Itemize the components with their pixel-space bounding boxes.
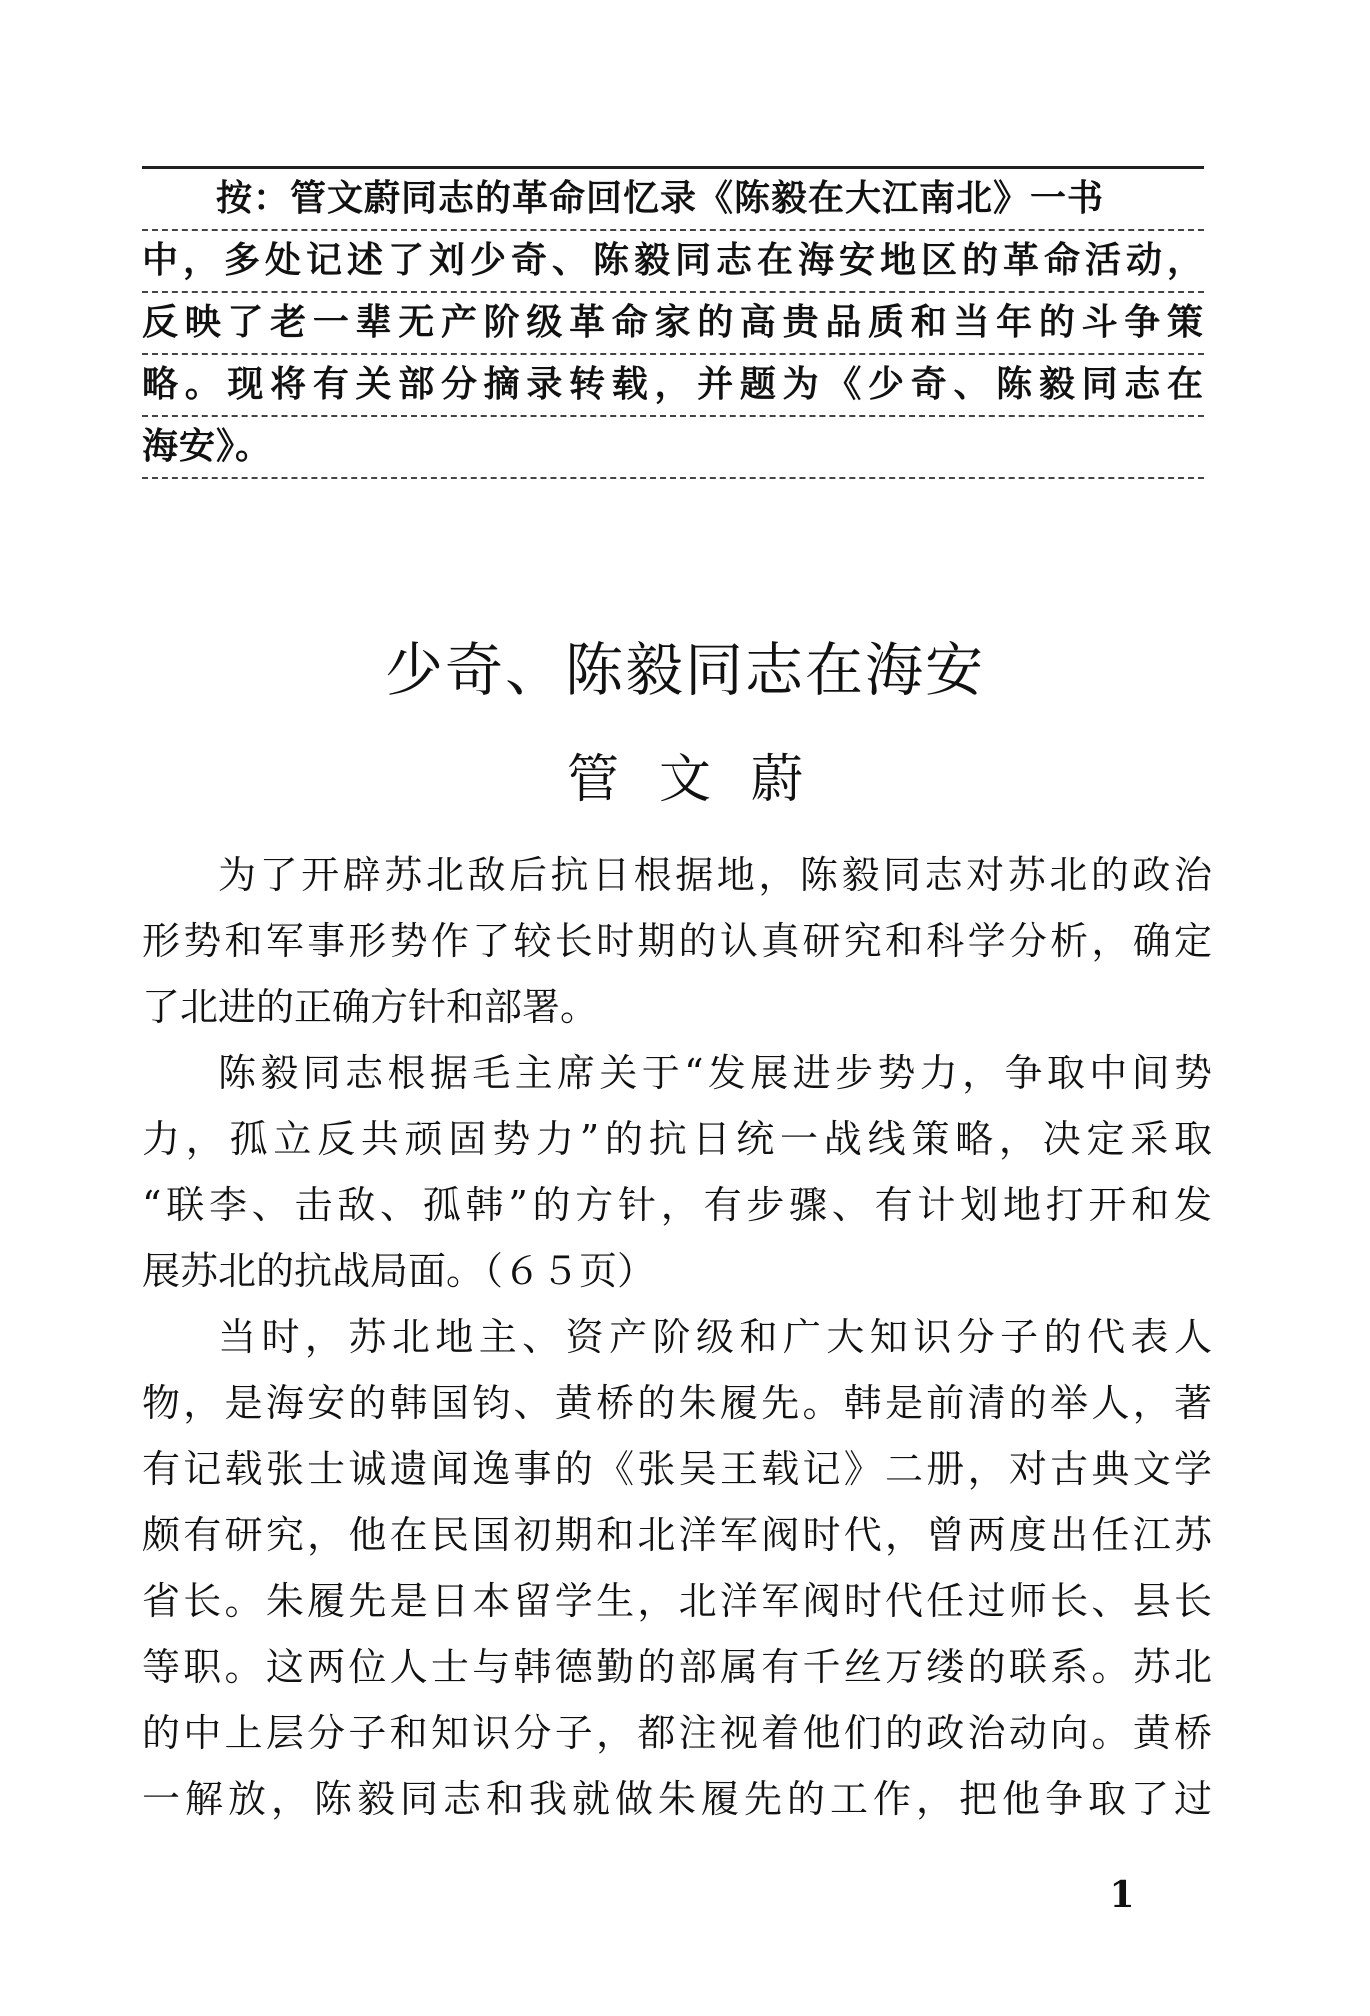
note-line: 反映了老一辈无产阶级革命家的高贵品质和当年的斗争策 bbox=[142, 302, 1204, 343]
note-line: 按：管文蔚同志的革命回忆录《陈毅在大江南北》一书 bbox=[216, 178, 1105, 219]
page-number: 1 bbox=[1109, 1874, 1135, 1916]
body-line: 省长。朱履先是日本留学生，北洋军阀时代任过师长、县长 bbox=[142, 1579, 1212, 1623]
body-line: 等职。这两位人士与韩德勤的部属有千丝万缕的联系。苏北 bbox=[142, 1645, 1212, 1689]
note-line: 海安》。 bbox=[142, 426, 273, 467]
body-line: 颇有研究，他在民国初期和北洋军阀时代，曾两度出任江苏 bbox=[142, 1513, 1212, 1557]
body-line: 为了开辟苏北敌后抗日根据地，陈毅同志对苏北的政治 bbox=[218, 853, 1212, 897]
body-line: 的中上层分子和知识分子，都注视着他们的政治动向。黄桥 bbox=[142, 1711, 1212, 1755]
note-line: 略。现将有关部分摘录转载，并题为《少奇、陈毅同志在 bbox=[142, 364, 1204, 405]
body-line: 陈毅同志根据毛主席关于“发展进步势力，争取中间势 bbox=[218, 1051, 1212, 1095]
body-line: “联李、击敌、孤韩”的方针，有步骤、有计划地打开和发 bbox=[142, 1183, 1212, 1227]
body-line: 形势和军事形势作了较长时期的认真研究和科学分析，确定 bbox=[142, 919, 1212, 963]
note-bottom-rule bbox=[142, 477, 1204, 479]
article-author: 管文蔚 bbox=[566, 750, 843, 810]
article-title: 少奇、陈毅同志在海安 bbox=[384, 636, 985, 704]
body-line: 有记载张士诚遗闻逸事的《张吴王载记》二册，对古典文学 bbox=[142, 1447, 1212, 1491]
body-line: 展苏北的抗战局面。（６５页） bbox=[142, 1249, 656, 1293]
article-body bbox=[142, 842, 1212, 1832]
body-line: 一解放，陈毅同志和我就做朱履先的工作，把他争取了过 bbox=[142, 1777, 1212, 1821]
body-line: 力，孤立反共顽固势力”的抗日统一战线策略，决定采取 bbox=[142, 1117, 1212, 1161]
body-line: 当时，苏北地主、资产阶级和广大知识分子的代表人 bbox=[218, 1315, 1212, 1359]
body-line: 了北进的正确方针和部署。 bbox=[142, 985, 599, 1029]
body-line: 物，是海安的韩国钧、黄桥的朱履先。韩是前清的举人，著 bbox=[142, 1381, 1212, 1425]
editor-note bbox=[142, 166, 1204, 479]
note-line: 中，多处记述了刘少奇、陈毅同志在海安地区的革命活动， bbox=[142, 240, 1204, 281]
